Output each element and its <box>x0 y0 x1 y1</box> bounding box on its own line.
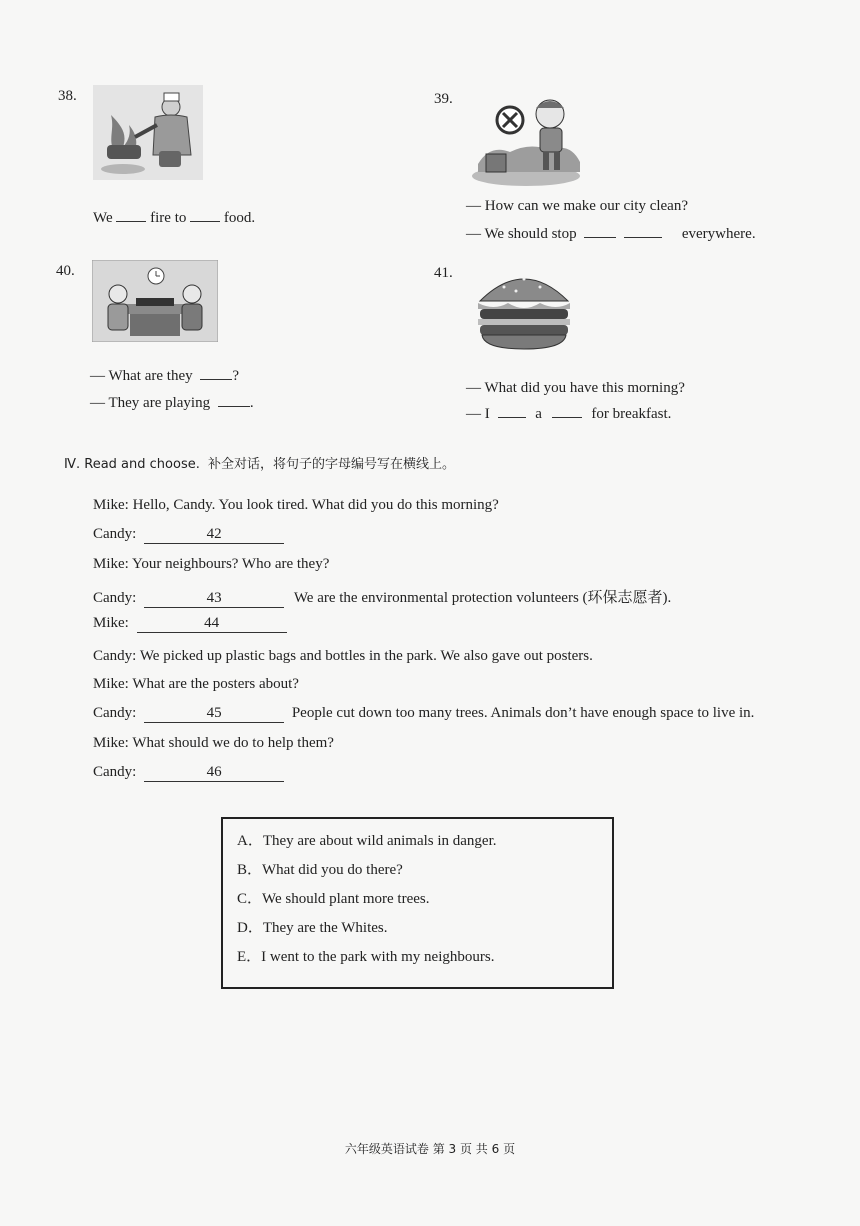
q39-question: — How can we make our city clean? <box>466 198 688 214</box>
answer-blank-46[interactable]: 46 <box>144 764 284 782</box>
answer-blank-43[interactable]: 43 <box>144 590 284 608</box>
dialogue-line-8: Candy: 45 People cut down too many trees. Animals don’t have enough space to live in. <box>93 705 755 721</box>
q38-blank-1[interactable] <box>116 209 146 222</box>
q40-answer: — They are playing . <box>90 395 254 411</box>
q41-question: — What did you have this morning? <box>466 380 685 396</box>
dialogue-line-10: Candy: 46 <box>93 764 284 782</box>
q40-blank-2[interactable] <box>218 394 250 407</box>
dialogue-line-3: Mike: Your neighbours? Who are they? <box>93 556 330 572</box>
option-c: C．We should plant more trees. <box>237 891 430 907</box>
option-b: B．What did you do there? <box>237 862 403 878</box>
chef-cooking-icon <box>93 85 203 180</box>
answer-blank-42[interactable]: 42 <box>144 526 284 544</box>
dialogue-line-7: Mike: What are the posters about? <box>93 676 299 692</box>
boys-playing-chess-icon <box>92 260 218 342</box>
boy-littering-icon <box>470 92 582 186</box>
question-number-38: 38. <box>58 88 77 104</box>
q38-blank-2[interactable] <box>190 209 220 222</box>
option-d: D．They are the Whites. <box>237 920 388 936</box>
answer-blank-44[interactable]: 44 <box>137 615 287 633</box>
q38-sentence: We fire to food. <box>93 210 256 226</box>
question-number-39: 39. <box>434 91 453 107</box>
dialogue-line-5: Mike: 44 <box>93 615 287 633</box>
dialogue-line-2: Candy: 42 <box>93 526 284 544</box>
question-number-41: 41. <box>434 265 453 281</box>
answer-blank-45[interactable]: 45 <box>144 705 284 723</box>
question-number-40: 40. <box>56 263 75 279</box>
option-e: E．I went to the park with my neighbours. <box>237 949 495 965</box>
q40-blank-1[interactable] <box>200 367 232 380</box>
option-a: A．They are about wild animals in danger. <box>237 833 497 849</box>
q41-blank-1[interactable] <box>498 405 526 418</box>
dialogue-line-1: Mike: Hello, Candy. You look tired. What did you do this morning? <box>93 497 499 513</box>
q40-question: — What are they ? <box>90 368 240 384</box>
dialogue-line-9: Mike: What should we do to help them? <box>93 735 334 751</box>
dialogue-line-6: Candy: We picked up plastic bags and bottles in the park. We also gave out posters. <box>93 648 593 664</box>
page-footer: 六年级英语试卷 第 3 页 共 6 页 <box>344 1142 516 1156</box>
q41-answer: — I a for breakfast. <box>466 406 672 422</box>
hamburger-icon <box>474 263 574 351</box>
dialogue-line-4: Candy: 43 We are the environmental protection volunteers (环保志愿者). <box>93 590 672 606</box>
q39-answer: — We should stop everywhere. <box>466 226 756 242</box>
options-box <box>221 817 614 989</box>
q39-blank-2[interactable] <box>624 225 662 238</box>
q39-blank-1[interactable] <box>584 225 616 238</box>
section-4-title: Ⅳ. Read and choose. 补全对话，将句子的字母编号写在横线上。 <box>64 457 456 472</box>
q41-blank-2[interactable] <box>552 405 582 418</box>
